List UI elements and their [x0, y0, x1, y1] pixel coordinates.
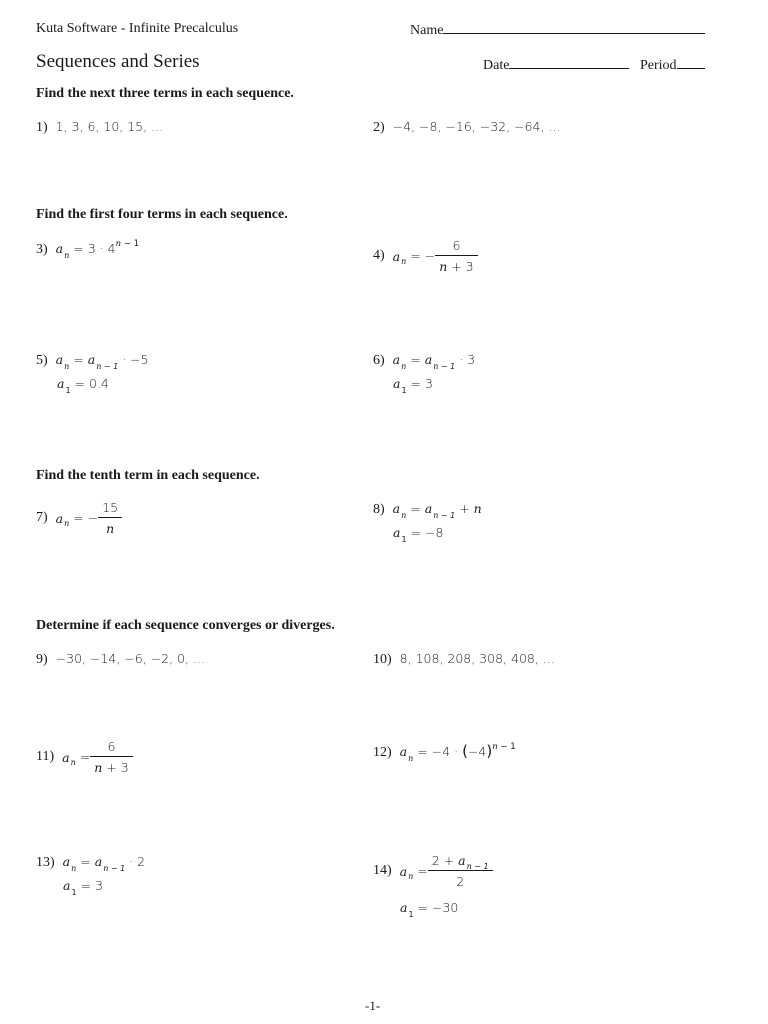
prev-subscript-rest: − 1 — [108, 864, 126, 873]
exponent-variable: n — [492, 742, 498, 752]
term-subscript: n — [401, 511, 407, 520]
prev-term-subscript — [103, 864, 125, 873]
fraction — [435, 238, 477, 274]
problem-12 — [373, 742, 516, 761]
formula-eq: = — [410, 352, 425, 367]
period-blank[interactable] — [677, 56, 705, 69]
term-variable: a — [392, 352, 401, 367]
term-subscript: n — [401, 362, 407, 371]
name-field[interactable] — [410, 21, 705, 39]
formula-eq: = — [410, 501, 425, 516]
formula-n: n — [473, 501, 482, 516]
initial-value: = 3 — [80, 878, 103, 893]
prev-term-variable: a — [87, 352, 96, 367]
period-field[interactable] — [640, 56, 705, 74]
problem-6 — [373, 351, 475, 369]
numerator-subscript — [467, 862, 489, 871]
formula-tail: · 3 — [455, 352, 476, 367]
numerator-variable: a — [458, 853, 466, 868]
formula-eq: = — [80, 854, 95, 869]
term-variable: a — [55, 352, 64, 367]
period-label: Period — [640, 58, 677, 73]
term-variable: a — [62, 854, 71, 869]
prev-subscript-variable: n — [96, 362, 102, 371]
prev-term-subscript — [433, 362, 455, 371]
formula-eq: = — [79, 749, 91, 765]
term-subscript: n — [71, 864, 77, 873]
fraction — [98, 500, 122, 536]
term-subscript: n — [401, 256, 407, 266]
term-subscript: n — [64, 518, 70, 528]
initial-variable: a — [63, 878, 71, 893]
problem-number: 9) — [36, 652, 48, 667]
problem-13 — [36, 853, 145, 871]
problem-number: 10) — [373, 652, 392, 667]
section-heading-tenth-term: Find the tenth term in each sequence. — [36, 468, 260, 483]
term-variable: a — [399, 863, 408, 879]
problem-number: 5) — [36, 353, 48, 368]
problem-3 — [36, 240, 139, 258]
initial-variable: a — [400, 900, 408, 915]
problem-6-initial — [393, 375, 433, 393]
sequence-terms: 1, 3, 6, 10, 15, ... — [55, 119, 163, 134]
initial-value: = −30 — [417, 900, 459, 915]
sequence-terms: −30, −14, −6, −2, 0, ... — [55, 651, 205, 666]
denominator-variable: n — [439, 259, 448, 274]
initial-variable: a — [57, 376, 65, 391]
publisher-line: Kuta Software - Infinite Precalculus — [36, 21, 239, 36]
section-heading-next-three: Find the next three terms in each sequence. — [36, 86, 294, 101]
formula-tail: · 2 — [125, 854, 146, 869]
denominator: 2 — [456, 874, 465, 889]
problem-number: 7) — [36, 510, 48, 525]
formula: = 3 · 4 — [73, 241, 116, 256]
numerator: 6 — [435, 238, 477, 256]
prev-subscript-variable: n — [103, 864, 109, 873]
prev-subscript-variable: n — [433, 511, 439, 520]
problem-8 — [373, 500, 482, 518]
term-variable: a — [62, 749, 70, 765]
term-variable: a — [392, 501, 401, 516]
term-variable: a — [399, 744, 408, 759]
problem-number: 13) — [36, 855, 55, 870]
term-subscript: n — [408, 754, 414, 763]
initial-subscript: 1 — [401, 386, 407, 395]
name-label: Name — [410, 23, 444, 38]
section-heading-first-four: Find the first four terms in each sequence. — [36, 207, 288, 222]
denominator-variable: n — [94, 760, 103, 775]
term-variable: a — [392, 248, 401, 264]
sequence-terms: 8, 108, 208, 308, 408, ... — [399, 651, 555, 666]
initial-subscript: 1 — [65, 386, 71, 395]
page-title: Sequences and Series — [36, 51, 200, 72]
initial-subscript: 1 — [71, 888, 77, 897]
date-label: Date — [483, 58, 510, 73]
open-paren: ( — [462, 742, 468, 760]
denominator — [90, 757, 132, 775]
name-blank[interactable] — [443, 21, 705, 34]
initial-value: = 0.4 — [74, 376, 109, 391]
problem-2 — [373, 118, 560, 136]
prev-term-variable: a — [94, 854, 103, 869]
formula-eq: = — [73, 352, 88, 367]
denominator — [435, 256, 477, 274]
problem-number: 2) — [373, 120, 385, 135]
problem-1 — [36, 118, 163, 136]
initial-variable: a — [393, 376, 401, 391]
term-variable: a — [55, 241, 64, 256]
problem-number: 12) — [373, 745, 392, 760]
problem-8-initial — [393, 524, 443, 542]
exponent-rest: − 1 — [121, 239, 139, 249]
base: −4 — [467, 744, 487, 759]
problem-number: 11) — [36, 749, 55, 764]
term-subscript: n — [70, 757, 76, 767]
initial-value: = −8 — [410, 525, 444, 540]
problem-number: 1) — [36, 120, 48, 135]
section-heading-converge-diverge: Determine if each sequence converges or diverges. — [36, 618, 335, 633]
term-subscript: n — [64, 362, 70, 371]
problem-5-initial — [57, 375, 109, 393]
denominator-rest: + 3 — [102, 760, 129, 775]
exponent-variable: n — [115, 239, 122, 249]
sequence-terms: −4, −8, −16, −32, −64, ... — [392, 119, 561, 134]
exponent — [116, 239, 139, 249]
initial-subscript: 1 — [408, 910, 414, 919]
numerator — [428, 853, 493, 871]
formula-plus: + — [455, 501, 474, 516]
fraction — [428, 853, 493, 889]
date-field[interactable] — [483, 56, 629, 74]
prev-term-subscript — [96, 362, 118, 371]
prev-subscript-rest: − 1 — [438, 511, 456, 520]
numerator: 15 — [98, 500, 122, 518]
problem-number: 6) — [373, 353, 385, 368]
prev-subscript-variable: n — [433, 362, 439, 371]
formula-sign: = − — [410, 248, 436, 264]
term-subscript: n — [64, 251, 70, 260]
fraction — [90, 739, 132, 775]
term-subscript: n — [408, 871, 414, 881]
problem-14 — [373, 853, 493, 889]
formula-tail: · −5 — [118, 352, 149, 367]
formula-eq: = — [417, 863, 428, 879]
problem-10 — [373, 650, 555, 668]
prev-subscript-rest: − 1 — [101, 362, 119, 371]
problem-14-initial — [400, 899, 458, 917]
initial-variable: a — [393, 525, 401, 540]
page-number: -1- — [365, 998, 381, 1013]
problem-number: 14) — [373, 863, 392, 878]
problem-number: 8) — [373, 502, 385, 517]
problem-11 — [36, 739, 133, 775]
problem-number: 4) — [373, 248, 385, 263]
term-variable: a — [55, 510, 64, 526]
problem-number: 3) — [36, 242, 48, 257]
problem-7 — [36, 500, 122, 536]
problem-4 — [373, 238, 478, 274]
problem-5 — [36, 351, 149, 369]
problem-13-initial — [63, 877, 103, 895]
formula-coefficient: = −4 · — [417, 744, 463, 759]
close-paren: ) — [486, 742, 493, 760]
numerator-constant: 2 + — [431, 853, 459, 868]
problem-9 — [36, 650, 205, 668]
denominator-rest: + 3 — [447, 259, 474, 274]
denominator: n — [106, 521, 115, 536]
prev-subscript-rest: − 1 — [438, 362, 456, 371]
date-blank[interactable] — [509, 56, 629, 69]
numerator-subscript-variable: n — [466, 862, 472, 871]
formula-sign: = − — [73, 510, 99, 526]
numerator: 6 — [90, 739, 132, 757]
exponent — [492, 742, 515, 752]
prev-term-subscript — [433, 511, 455, 520]
exponent-rest: − 1 — [497, 742, 516, 752]
initial-value: = 3 — [410, 376, 433, 391]
initial-subscript: 1 — [401, 535, 407, 544]
prev-term-variable: a — [424, 352, 433, 367]
prev-term-variable: a — [424, 501, 433, 516]
numerator-subscript-rest: − 1 — [471, 862, 489, 871]
